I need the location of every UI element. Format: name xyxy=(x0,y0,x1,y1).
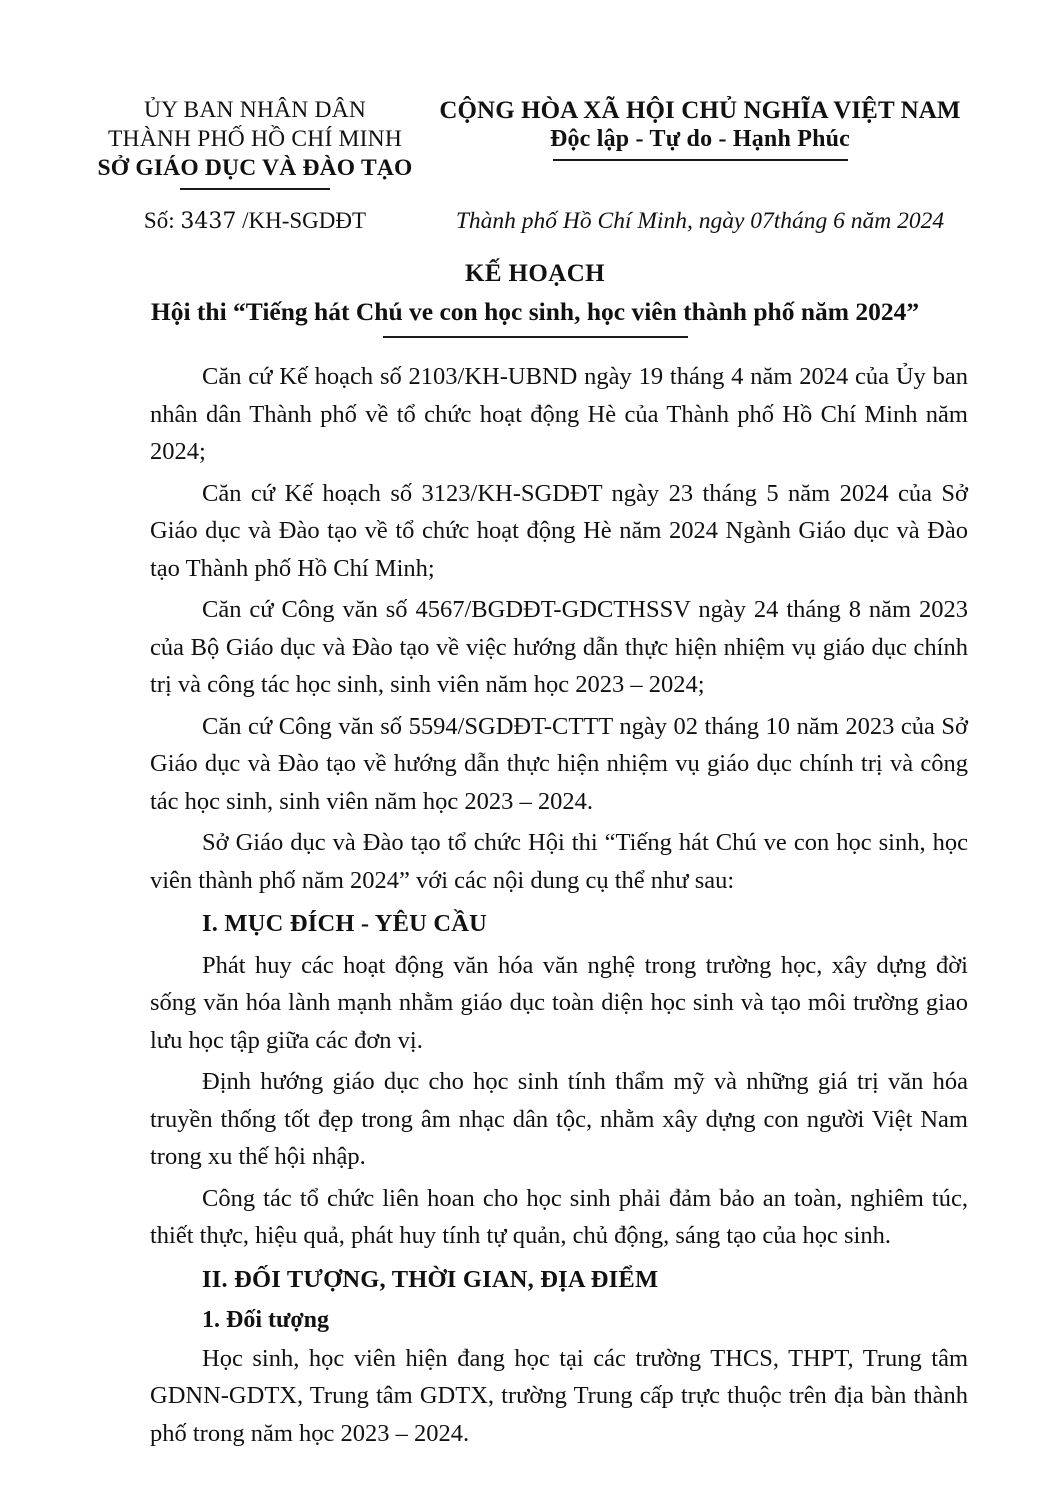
section-i-paragraph-2: Định hướng giáo dục cho học sinh tính thẩm mỹ và những giá trị văn hóa truyền thống tốt đẹp trong âm nhạc dân tộc, nhằm xây dựng con người Việt Nam trong xu thế hội nhập. xyxy=(150,1068,968,1170)
document-number-value: 3437 xyxy=(180,209,237,234)
paragraph-basis-3: Căn cứ Công văn số 4567/BGDĐT-GDCTHSSV ngày 24 tháng 8 năm 2023 của Bộ Giáo dục và Đào tạo về việc hướng dẫn thực hiện nhiệm vụ giáo dục chính trị và công tác học sinh, sinh viên năm học 2023 – 2024; xyxy=(150,596,968,698)
subsection-heading-ii-1: 1. Đối tượng xyxy=(202,1307,330,1333)
authority-line-2: THÀNH PHỐ HỒ CHÍ MINH xyxy=(107,126,403,152)
section-i-paragraph-1: Phát huy các hoạt động văn hóa văn nghệ trong trường học, xây dựng đời sống văn hóa lành mạnh nhằm giáo dục toàn diện học sinh và tạo môi trường giao lưu học tập giữa các đơn vị. xyxy=(150,951,968,1054)
section-ii-paragraph-1: Học sinh, học viên hiện đang học tại các trường THCS, THPT, Trung tâm GDNN-GDTX, Trung tâm GDTX, trường Trung cấp trực thuộc trên địa bàn thành phố trong năm học 2023 – 2024. xyxy=(150,1344,968,1447)
document-number xyxy=(90,208,420,234)
place-and-date: Thành phố Hồ Chí Minh, ngày 07tháng 6 năm 2024 xyxy=(455,208,945,234)
section-heading-ii: II. ĐỐI TƯỢNG, THỜI GIAN, ĐỊA ĐIỂM xyxy=(202,1265,659,1293)
page-title: KẾ HOẠCH xyxy=(464,260,606,287)
document-number-label: Số: xyxy=(143,208,175,233)
page-subtitle: Hội thi “Tiếng hát Chú ve con học sinh, học viên thành phố năm 2024” xyxy=(150,297,920,326)
document-body xyxy=(150,358,968,1456)
section-heading-i: I. MỤC ĐÍCH - YÊU CẦU xyxy=(202,910,488,937)
authority-line-3: SỞ GIÁO DỤC VÀ ĐÀO TẠO xyxy=(97,155,413,181)
paragraph-basis-2: Căn cứ Kế hoạch số 3123/KH-SGDĐT ngày 23 tháng 5 năm 2024 của Sở Giáo dục và Đào tạo về tổ chức hoạt động Hè năm 2024 Ngành Giáo dục và Đào tạo Thành phố Hồ Chí Minh; xyxy=(150,479,968,582)
document-number-suffix: /KH-SGDĐT xyxy=(242,208,367,233)
issuing-authority-block xyxy=(90,96,420,190)
paragraph-intro: Sở Giáo dục và Đào tạo tổ chức Hội thi “Tiếng hát Chú ve con học sinh, học viên thành phố năm 2024” với các nội dung cụ thể như sau: xyxy=(150,829,968,894)
document-header xyxy=(90,96,980,190)
section-i-paragraph-3: Công tác tổ chức liên hoan cho học sinh phải đảm bảo an toàn, nghiêm túc, thiết thực, hiệu quả, phát huy tính tự quản, chủ động, sáng tạo của học sinh. xyxy=(150,1184,968,1249)
authority-underline xyxy=(180,188,330,190)
document-title-block xyxy=(90,258,980,338)
national-motto: Độc lập - Tự do - Hạnh Phúc xyxy=(549,126,851,152)
national-heading-block xyxy=(420,96,980,161)
authority-line-1: ỦY BAN NHÂN DÂN xyxy=(143,97,367,123)
national-name: CỘNG HÒA XÃ HỘI CHỦ NGHĨA VIỆT NAM xyxy=(439,97,961,124)
paragraph-basis-1: Căn cứ Kế hoạch số 2103/KH-UBND ngày 19 tháng 4 năm 2024 của Ủy ban nhân dân Thành phố về tổ chức hoạt động Hè của Thành phố Hồ Chí Minh năm 2024; xyxy=(150,363,968,465)
document-meta-row xyxy=(90,208,980,235)
title-underline xyxy=(383,336,688,338)
national-underline xyxy=(553,159,848,161)
paragraph-basis-4: Căn cứ Công văn số 5594/SGDĐT-CTTT ngày 02 tháng 10 năm 2023 của Sở Giáo dục và Đào tạo về hướng dẫn thực hiện nhiệm vụ giáo dục chính trị và công tác học sinh, sinh viên năm học 2023 – 2024. xyxy=(150,712,968,815)
